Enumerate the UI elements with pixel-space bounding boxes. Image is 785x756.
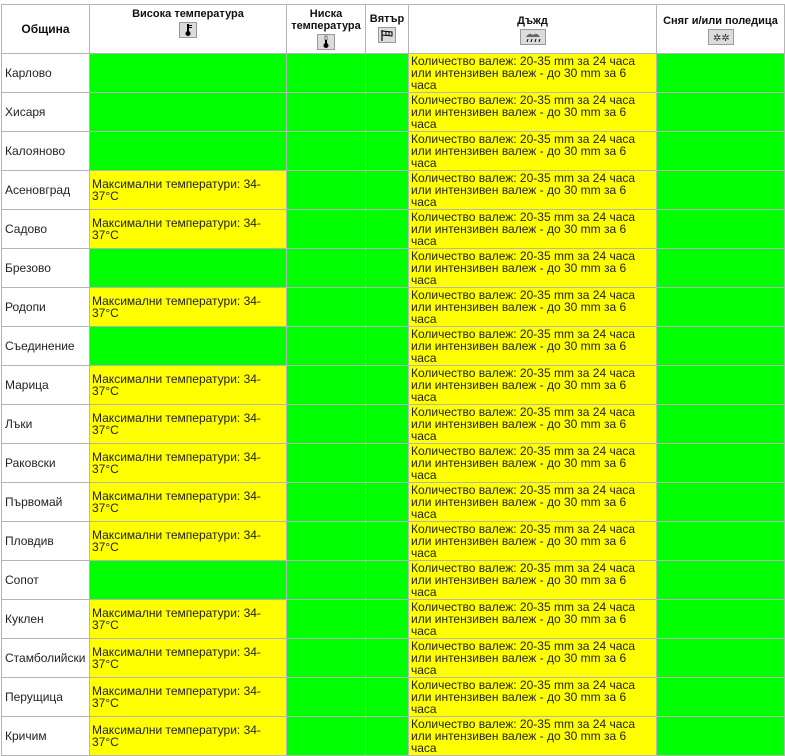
municipality-name: Асеновград	[2, 171, 90, 210]
high-temp-cell: Максимални температури: 34-37°C	[90, 600, 287, 639]
rain-cell: Количество валеж: 20-35 mm за 24 часа или интензивен валеж - до 30 mm за 6 часа	[409, 639, 657, 678]
table-row	[2, 678, 785, 717]
municipality-name: Калояново	[2, 132, 90, 171]
rain-cell: Количество валеж: 20-35 mm за 24 часа или интензивен валеж - до 30 mm за 6 часа	[409, 288, 657, 327]
high-temp-cell: Максимални температури: 34-37°C	[90, 288, 287, 327]
low-temp-cell	[287, 210, 366, 249]
table-row	[2, 561, 785, 600]
table-row	[2, 522, 785, 561]
municipality-name: Брезово	[2, 249, 90, 288]
high-temp-cell	[90, 249, 287, 288]
table-body	[2, 54, 785, 756]
header-snow	[657, 5, 785, 54]
snow-cell	[657, 93, 785, 132]
header-high-temp	[90, 5, 287, 54]
municipality-name: Сопот	[2, 561, 90, 600]
low-temp-cell	[287, 249, 366, 288]
header-row	[2, 5, 785, 54]
municipality-name: Пловдив	[2, 522, 90, 561]
header-wind	[366, 5, 409, 54]
wind-cell	[366, 483, 409, 522]
rain-cell: Количество валеж: 20-35 mm за 24 часа или интензивен валеж - до 30 mm за 6 часа	[409, 483, 657, 522]
wind-cell	[366, 600, 409, 639]
svg-text:✲✲: ✲✲	[712, 33, 730, 44]
low-temp-cell	[287, 483, 366, 522]
high-temp-cell: Максимални температури: 34-37°C	[90, 678, 287, 717]
snow-cell	[657, 366, 785, 405]
municipality-name: Перущица	[2, 678, 90, 717]
snow-cell	[657, 249, 785, 288]
snow-cell	[657, 678, 785, 717]
rain-cell: Количество валеж: 20-35 mm за 24 часа или интензивен валеж - до 30 mm за 6 часа	[409, 249, 657, 288]
wind-cell	[366, 249, 409, 288]
table-row	[2, 210, 785, 249]
high-temp-cell	[90, 54, 287, 93]
table-row	[2, 327, 785, 366]
snow-cell	[657, 561, 785, 600]
rain-cell: Количество валеж: 20-35 mm за 24 часа или интензивен валеж - до 30 mm за 6 часа	[409, 93, 657, 132]
low-temp-cell	[287, 444, 366, 483]
high-temp-cell	[90, 561, 287, 600]
wind-cell	[366, 678, 409, 717]
snow-cell	[657, 171, 785, 210]
wind-cell	[366, 444, 409, 483]
high-temp-cell: Максимални температури: 34-37°C	[90, 171, 287, 210]
snow-cell	[657, 639, 785, 678]
header-rain	[409, 5, 657, 54]
high-temp-cell	[90, 93, 287, 132]
thermometer-low-icon	[317, 34, 335, 50]
header-wind-label: Вятър	[369, 13, 405, 25]
municipality-name: Раковски	[2, 444, 90, 483]
high-temp-cell: Максимални температури: 34-37°C	[90, 639, 287, 678]
low-temp-cell	[287, 600, 366, 639]
high-temp-cell	[90, 327, 287, 366]
snow-cell	[657, 522, 785, 561]
low-temp-cell	[287, 54, 366, 93]
table-row	[2, 405, 785, 444]
wind-cell	[366, 366, 409, 405]
header-high-temp-label: Висока температура	[132, 8, 244, 20]
municipality-name: Кричим	[2, 717, 90, 756]
top-strip	[0, 0, 785, 4]
table-row	[2, 717, 785, 756]
snow-cell	[657, 405, 785, 444]
rain-cell: Количество валеж: 20-35 mm за 24 часа или интензивен валеж - до 30 mm за 6 часа	[409, 717, 657, 756]
wind-cell	[366, 561, 409, 600]
rain-cell: Количество валеж: 20-35 mm за 24 часа или интензивен валеж - до 30 mm за 6 часа	[409, 132, 657, 171]
header-rain-label: Дъжд	[517, 15, 548, 27]
rain-cell: Количество валеж: 20-35 mm за 24 часа или интензивен валеж - до 30 mm за 6 часа	[409, 561, 657, 600]
wind-flag-icon	[378, 27, 396, 43]
wind-cell	[366, 522, 409, 561]
wind-cell	[366, 210, 409, 249]
municipality-name: Стамболийски	[2, 639, 90, 678]
high-temp-cell: Максимални температури: 34-37°C	[90, 366, 287, 405]
low-temp-cell	[287, 717, 366, 756]
low-temp-cell	[287, 288, 366, 327]
rain-cell: Количество валеж: 20-35 mm за 24 часа или интензивен валеж - до 30 mm за 6 часа	[409, 366, 657, 405]
low-temp-cell	[287, 171, 366, 210]
thermometer-high-icon	[179, 22, 197, 38]
snow-cell	[657, 483, 785, 522]
snow-cell	[657, 54, 785, 93]
low-temp-cell	[287, 93, 366, 132]
wind-cell	[366, 639, 409, 678]
municipality-name: Съединение	[2, 327, 90, 366]
wind-cell	[366, 132, 409, 171]
high-temp-cell	[90, 132, 287, 171]
table-row	[2, 249, 785, 288]
wind-cell	[366, 54, 409, 93]
rain-cell: Количество валеж: 20-35 mm за 24 часа или интензивен валеж - до 30 mm за 6 часа	[409, 210, 657, 249]
high-temp-cell: Максимални температури: 34-37°C	[90, 522, 287, 561]
header-low-temp	[287, 5, 366, 54]
snow-cell	[657, 327, 785, 366]
municipality-name: Садово	[2, 210, 90, 249]
high-temp-cell: Максимални температури: 34-37°C	[90, 717, 287, 756]
wind-cell	[366, 405, 409, 444]
header-obshtina	[2, 5, 90, 54]
table-row	[2, 132, 785, 171]
snow-icon	[708, 29, 734, 45]
snow-cell	[657, 132, 785, 171]
header-low-temp-label: Ниска температура	[291, 8, 361, 32]
wind-cell	[366, 171, 409, 210]
rain-icon	[520, 29, 546, 45]
warnings-table	[1, 4, 785, 756]
high-temp-cell: Максимални температури: 34-37°C	[90, 483, 287, 522]
table-row	[2, 444, 785, 483]
table-row	[2, 171, 785, 210]
rain-cell: Количество валеж: 20-35 mm за 24 часа или интензивен валеж - до 30 mm за 6 часа	[409, 678, 657, 717]
rain-cell: Количество валеж: 20-35 mm за 24 часа или интензивен валеж - до 30 mm за 6 часа	[409, 600, 657, 639]
header-obshtina-label: Община	[21, 22, 70, 36]
table-row	[2, 54, 785, 93]
header-snow-label: Сняг и/или поледица	[663, 15, 778, 27]
wind-cell	[366, 717, 409, 756]
table-row	[2, 483, 785, 522]
low-temp-cell	[287, 561, 366, 600]
low-temp-cell	[287, 522, 366, 561]
municipality-name: Хисаря	[2, 93, 90, 132]
table-row	[2, 288, 785, 327]
rain-cell: Количество валеж: 20-35 mm за 24 часа или интензивен валеж - до 30 mm за 6 часа	[409, 444, 657, 483]
table-row	[2, 600, 785, 639]
municipality-name: Марица	[2, 366, 90, 405]
table-row	[2, 93, 785, 132]
low-temp-cell	[287, 327, 366, 366]
municipality-name: Лъки	[2, 405, 90, 444]
rain-cell: Количество валеж: 20-35 mm за 24 часа или интензивен валеж - до 30 mm за 6 часа	[409, 54, 657, 93]
high-temp-cell: Максимални температури: 34-37°C	[90, 405, 287, 444]
rain-cell: Количество валеж: 20-35 mm за 24 часа или интензивен валеж - до 30 mm за 6 часа	[409, 405, 657, 444]
rain-cell: Количество валеж: 20-35 mm за 24 часа или интензивен валеж - до 30 mm за 6 часа	[409, 327, 657, 366]
low-temp-cell	[287, 678, 366, 717]
snow-cell	[657, 717, 785, 756]
low-temp-cell	[287, 639, 366, 678]
municipality-name: Куклен	[2, 600, 90, 639]
high-temp-cell: Максимални температури: 34-37°C	[90, 444, 287, 483]
municipality-name: Карлово	[2, 54, 90, 93]
table-row	[2, 366, 785, 405]
low-temp-cell	[287, 366, 366, 405]
municipality-name: Първомай	[2, 483, 90, 522]
high-temp-cell: Максимални температури: 34-37°C	[90, 210, 287, 249]
low-temp-cell	[287, 132, 366, 171]
rain-cell: Количество валеж: 20-35 mm за 24 часа или интензивен валеж - до 30 mm за 6 часа	[409, 522, 657, 561]
municipality-name: Родопи	[2, 288, 90, 327]
wind-cell	[366, 327, 409, 366]
snow-cell	[657, 288, 785, 327]
snow-cell	[657, 210, 785, 249]
low-temp-cell	[287, 405, 366, 444]
table-row	[2, 639, 785, 678]
snow-cell	[657, 600, 785, 639]
rain-cell: Количество валеж: 20-35 mm за 24 часа или интензивен валеж - до 30 mm за 6 часа	[409, 171, 657, 210]
wind-cell	[366, 288, 409, 327]
snow-cell	[657, 444, 785, 483]
wind-cell	[366, 93, 409, 132]
